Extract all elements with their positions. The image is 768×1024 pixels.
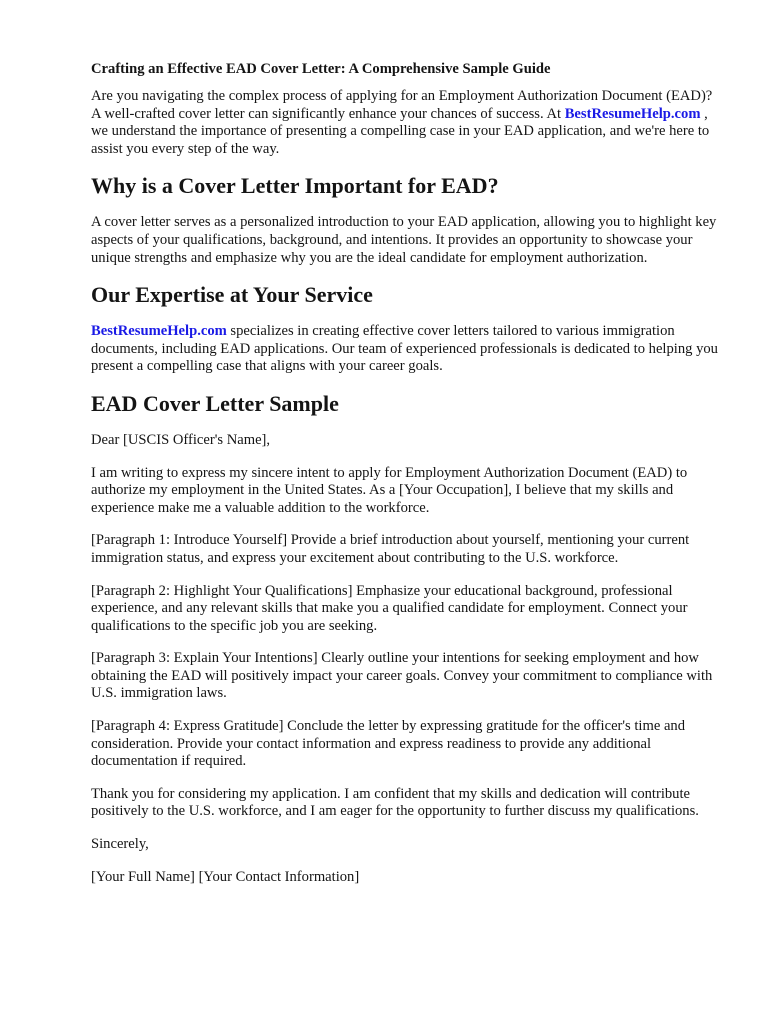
letter-paragraph-1: [Paragraph 1: Introduce Yourself] Provide a brief introduction about yourself, mentioning your current immigration status, and express your excitement about contributing to the U.S. workforce.	[91, 532, 690, 566]
letter-paragraph-3: [Paragraph 3: Explain Your Intentions] Clearly outline your intentions for seeking employment and how obtaining the EAD will positively impact your career goals. Convey your commitment to compliance with U.S. immigration laws.	[91, 650, 713, 702]
letter-opening: I am writing to express my sincere intent to apply for Employment Authorization Document (EAD) to authorize my employment in the United States. As a [Your Occupation], I believe that my skills and experience make me a valuable addition to the workforce.	[91, 464, 688, 516]
intro-text-start: Are you navigating the complex process of applying for an Employment Authorization Document (EAD)? A well-crafted cover letter can significantly enhance your chances of success. At	[91, 88, 713, 122]
bestresumehelp-link-expertise[interactable]: BestResumeHelp.com	[91, 323, 227, 340]
letter-closing: Thank you for considering my application. I am confident that my skills and dedication will contribute positively to the U.S. workforce, and I am eager for the opportunity to further discuss my qualifications.	[91, 785, 699, 820]
sample-heading: EAD Cover Letter Sample	[91, 390, 339, 416]
document-page	[91, 60, 721, 901]
letter-salutation: Dear [USCIS Officer's Name],	[91, 431, 271, 448]
expertise-heading: Our Expertise at Your Service	[91, 282, 373, 308]
expertise-paragraph	[91, 323, 721, 376]
letter-paragraph-2: [Paragraph 2: Highlight Your Qualifications] Emphasize your educational background, professional experience, and any relevant skills that make you a qualified candidate for employment. Connect your qualifications to the specific job you are seeking.	[91, 582, 688, 634]
letter-paragraph-4: [Paragraph 4: Express Gratitude] Conclude the letter by expressing gratitude for the officer's time and consideration. Provide your contact information and express readiness to provide any additional documentation if required.	[91, 718, 686, 770]
intro-paragraph	[91, 88, 721, 158]
letter-signature: [Your Full Name] [Your Contact Information]	[91, 868, 360, 885]
intro-text-end: , we understand the importance of presenting a compelling case in your EAD application, and we're here to assist you every step of the way.	[91, 105, 710, 157]
letter-sign-off: Sincerely,	[91, 836, 149, 853]
bestresumehelp-link[interactable]: BestResumeHelp.com	[564, 105, 701, 122]
why-cover-letter-body: A cover letter serves as a personalized introduction to your EAD application, allowing you to highlight key aspects of your qualifications, background, and intentions. It provides an opportunity to showcase your unique strengths and emphasize why you are the ideal candidate for employment authorization.	[91, 214, 717, 266]
document-title: Crafting an Effective EAD Cover Letter: A Comprehensive Sample Guide	[91, 61, 551, 77]
why-cover-letter-heading: Why is a Cover Letter Important for EAD?	[91, 173, 499, 199]
expertise-text: specializes in creating effective cover letters tailored to various immigration documents, including EAD applications. Our team of experienced professionals is dedicated to helping you present a compelling case that aligns with your career goals.	[91, 323, 718, 375]
